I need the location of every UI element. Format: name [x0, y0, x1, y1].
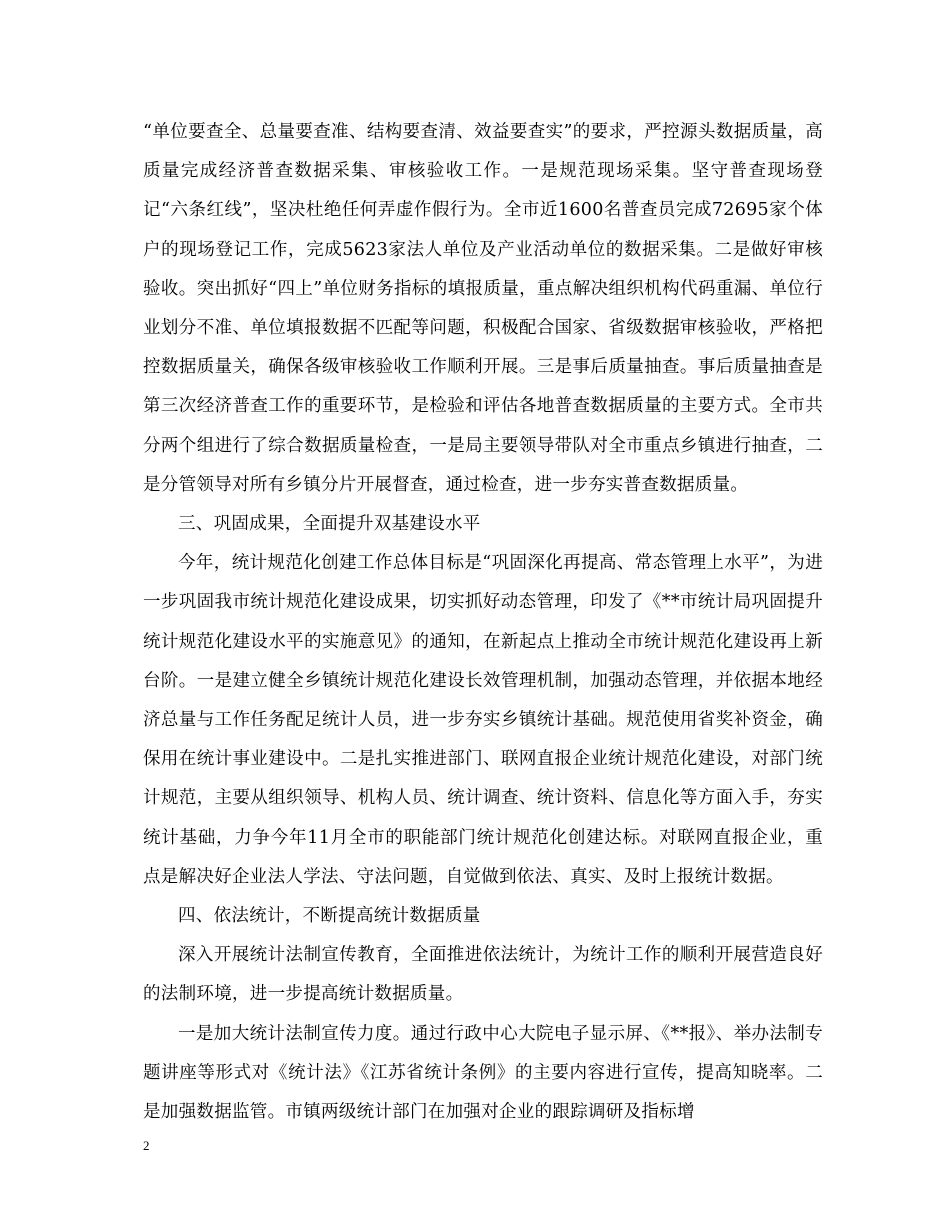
paragraph-body-3: 深入开展统计法制宣传教育，全面推进依法统计，为统计工作的顺利开展营造良好的法制环境，进一步提高统计数据质量。	[143, 945, 823, 1005]
paragraph-body-1: “单位要查全、总量要查准、结构要查清、效益要查实”的要求，严控源头数据质量，高质量完成经济普查数据采集、审核验收工作。一是规范现场采集。坚守普查现场登记“六条红线”，坚决杜绝任何弄虚作假行为。全市近1600名普查员完成72695家个体户的现场登记工作，完成5623家法人单位及产业活动单位的数据采集。二是做好审核验收。突出抓好“四上”单位财务指标的填报质量，重点解决组织机构代码重漏、单位行业划分不准、单位填报数据不匹配等问题，积极配合国家、省级数据审核验收，严格把控数据质量关，确保各级审核验收工作顺利开展。三是事后质量抽查。事后质量抽查是第三次经济普查工作的重要环节，是检验和评估各地普查数据质量的主要方式。全市共分两个组进行了综合数据质量检查，一是局主要领导带队对全市重点乡镇进行抽查，二是分管领导对所有乡镇分片开展督查，通过检查，进一步夯实普查数据质量。	[143, 122, 823, 495]
document-body	[143, 113, 823, 1132]
section-heading-4: 四、依法统计，不断提高统计数据质量	[178, 906, 481, 927]
page-number: 2	[143, 1138, 150, 1153]
paragraph-body-4: 一是加大统计法制宣传力度。通过行政中心大院电子显示屏、《**报》、举办法制专题讲座等形式对《统计法》《江苏省统计条例》的主要内容进行宣传，提高知晓率。二是加强数据监管。市镇两级统计部门在加强对企业的跟踪调研及指标增	[143, 1023, 823, 1123]
section-heading-3: 三、巩固成果，全面提升双基建设水平	[178, 514, 481, 535]
paragraph-body-2: 今年，统计规范化创建工作总体目标是“巩固深化再提高、常态管理上水平”，为进一步巩固我市统计规范化建设成果，切实抓好动态管理，印发了《**市统计局巩固提升统计规范化建设水平的实施意见》的通知，在新起点上推动全市统计规范化建设再上新台阶。一是建立健全乡镇统计规范化建设长效管理机制，加强动态管理，并依据本地经济总量与工作任务配足统计人员，进一步夯实乡镇统计基础。规范使用省奖补资金，确保用在统计事业建设中。二是扎实推进部门、联网直报企业统计规范化建设，对部门统计规范，主要从组织领导、机构人员、统计调查、统计资料、信息化等方面入手，夯实统计基础，力争今年11月全市的职能部门统计规范化创建达标。对联网直报企业，重点是解决好企业法人学法、守法问题，自觉做到依法、真实、及时上报统计数据。	[143, 553, 823, 887]
